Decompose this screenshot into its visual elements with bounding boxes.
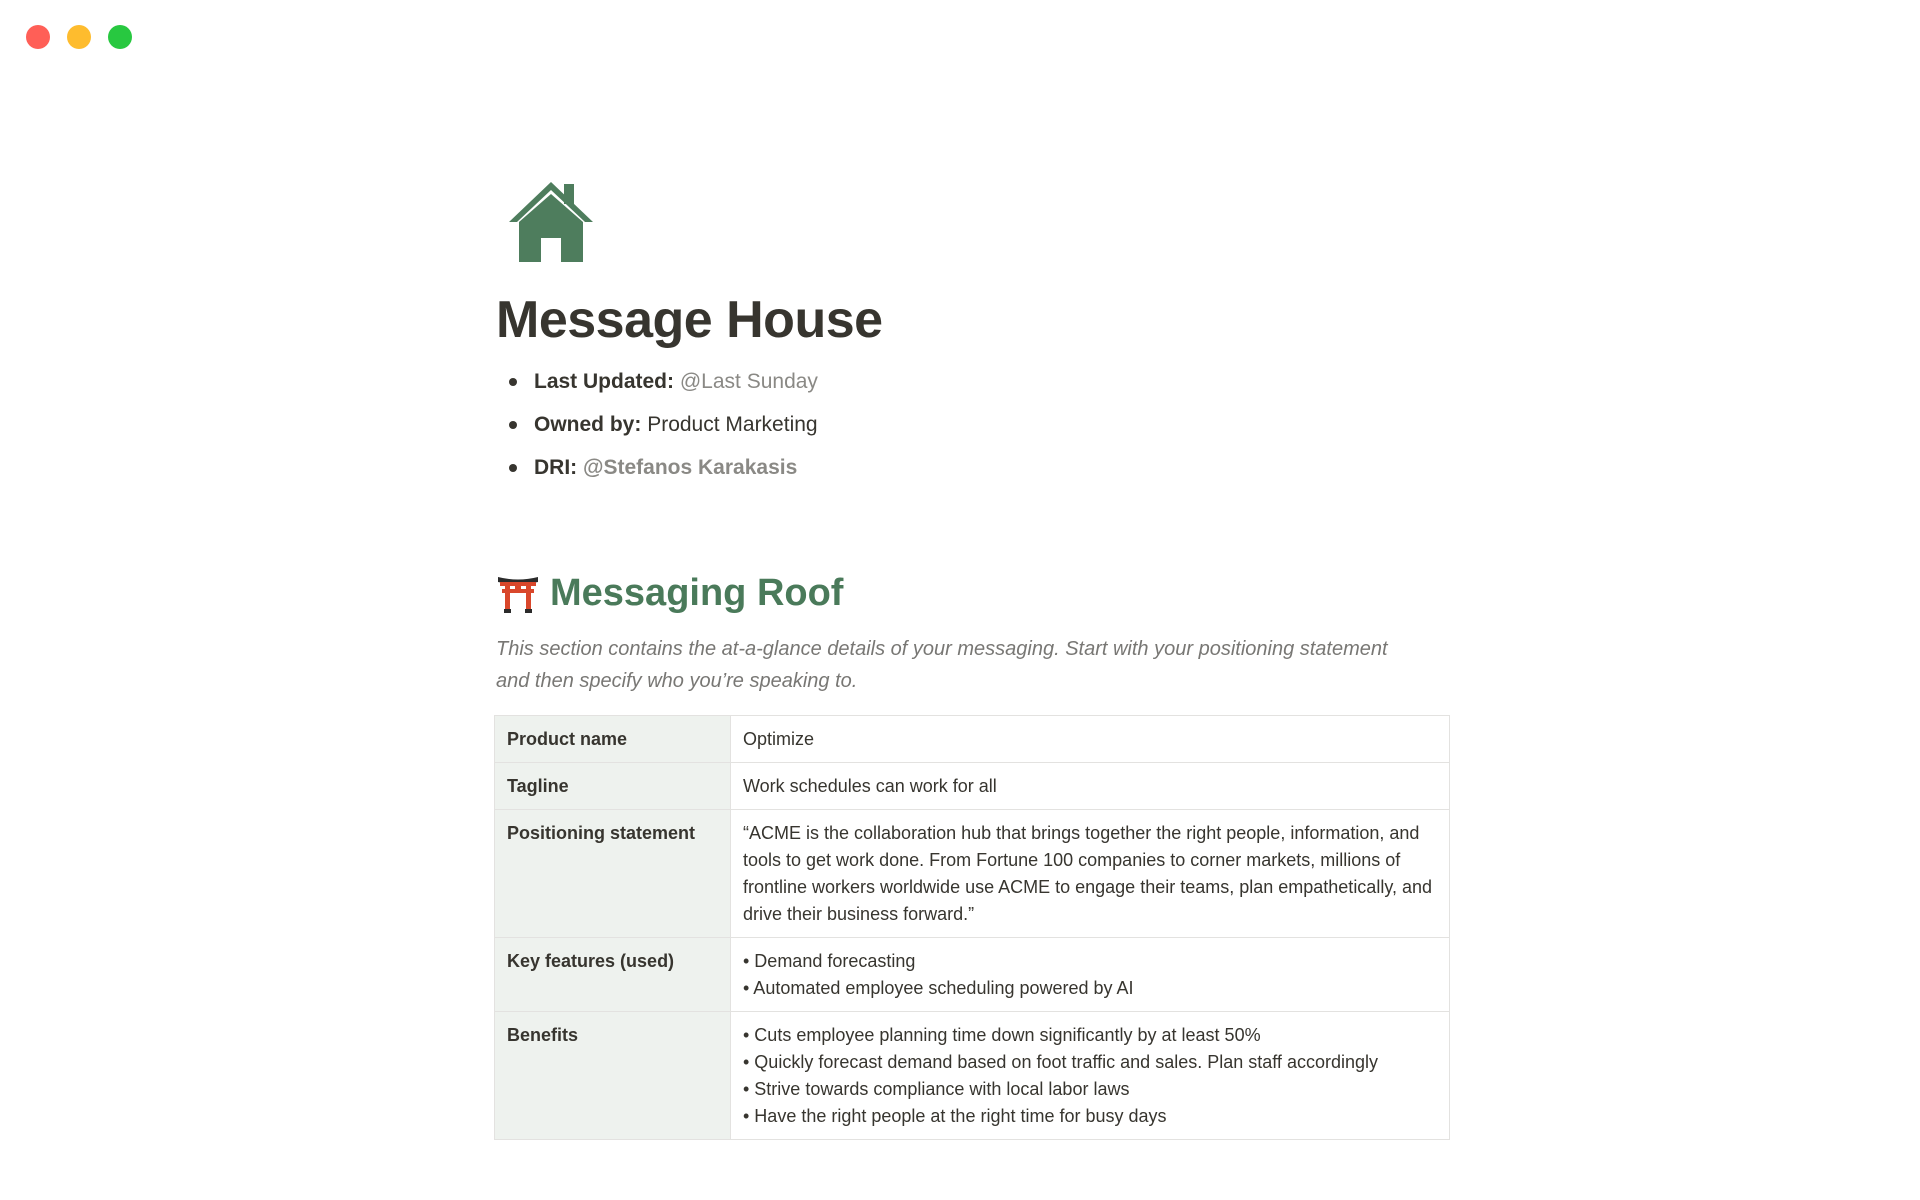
minimize-window-button[interactable] [67,25,91,49]
table-row [495,716,1450,763]
row-key: Product name [495,716,731,763]
row-key: Benefits [495,1012,731,1140]
messaging-roof-heading [496,571,1456,615]
page-properties [496,368,1456,482]
property-label: Last Updated: [534,370,675,393]
row-key: Tagline [495,763,731,810]
close-window-button[interactable] [26,25,50,49]
property-label: Owned by: [534,413,642,436]
house-icon[interactable] [507,176,595,264]
property-last-updated [496,368,1456,396]
row-value[interactable] [731,1012,1450,1140]
row-value[interactable] [731,938,1450,1012]
row-value[interactable]: Optimize [731,716,1450,763]
list-item: • Demand forecasting [743,951,916,971]
list-item: • Have the right people at the right time for busy days [743,1106,1167,1126]
date-mention[interactable]: @Last Sunday [679,370,818,393]
row-key: Positioning statement [495,810,731,938]
table-row [495,810,1450,938]
list-item: • Automated employee scheduling powered by AI [743,978,1134,998]
property-owned-by [496,411,1456,439]
row-value[interactable]: Work schedules can work for all [731,763,1450,810]
list-item: • Strive towards compliance with local labor laws [743,1079,1130,1099]
page-content [496,176,1456,1140]
messaging-roof-table [494,715,1450,1140]
row-key: Key features (used) [495,938,731,1012]
list-item: • Quickly forecast demand based on foot traffic and sales. Plan staff accordingly [743,1052,1378,1072]
property-label: DRI: [534,456,578,479]
table-row [495,1012,1450,1140]
maximize-window-button[interactable] [108,25,132,49]
property-dri [496,454,1456,482]
torii-gate-icon [496,571,540,615]
section-description: This section contains the at-a-glance details of your messaging. Start with your positioning statement and then specify who you’re speaking to. [496,638,1388,692]
window-controls [26,25,132,49]
user-mention[interactable]: @Stefanos Karakasis [583,456,798,479]
row-value[interactable]: “ACME is the collaboration hub that brings together the right people, information, and tools to get work done. From Fortune 100 companies to corner markets, millions of frontline workers worldwide use ACME to engage their teams, plan empathetically, and drive their business forward.” [731,810,1450,938]
property-value: Product Marketing [647,413,818,436]
section-title: Messaging Roof [550,571,844,614]
page-title: Message House [496,291,883,349]
table-row [495,938,1450,1012]
list-item: • Cuts employee planning time down significantly by at least 50% [743,1025,1261,1045]
table-row [495,763,1450,810]
